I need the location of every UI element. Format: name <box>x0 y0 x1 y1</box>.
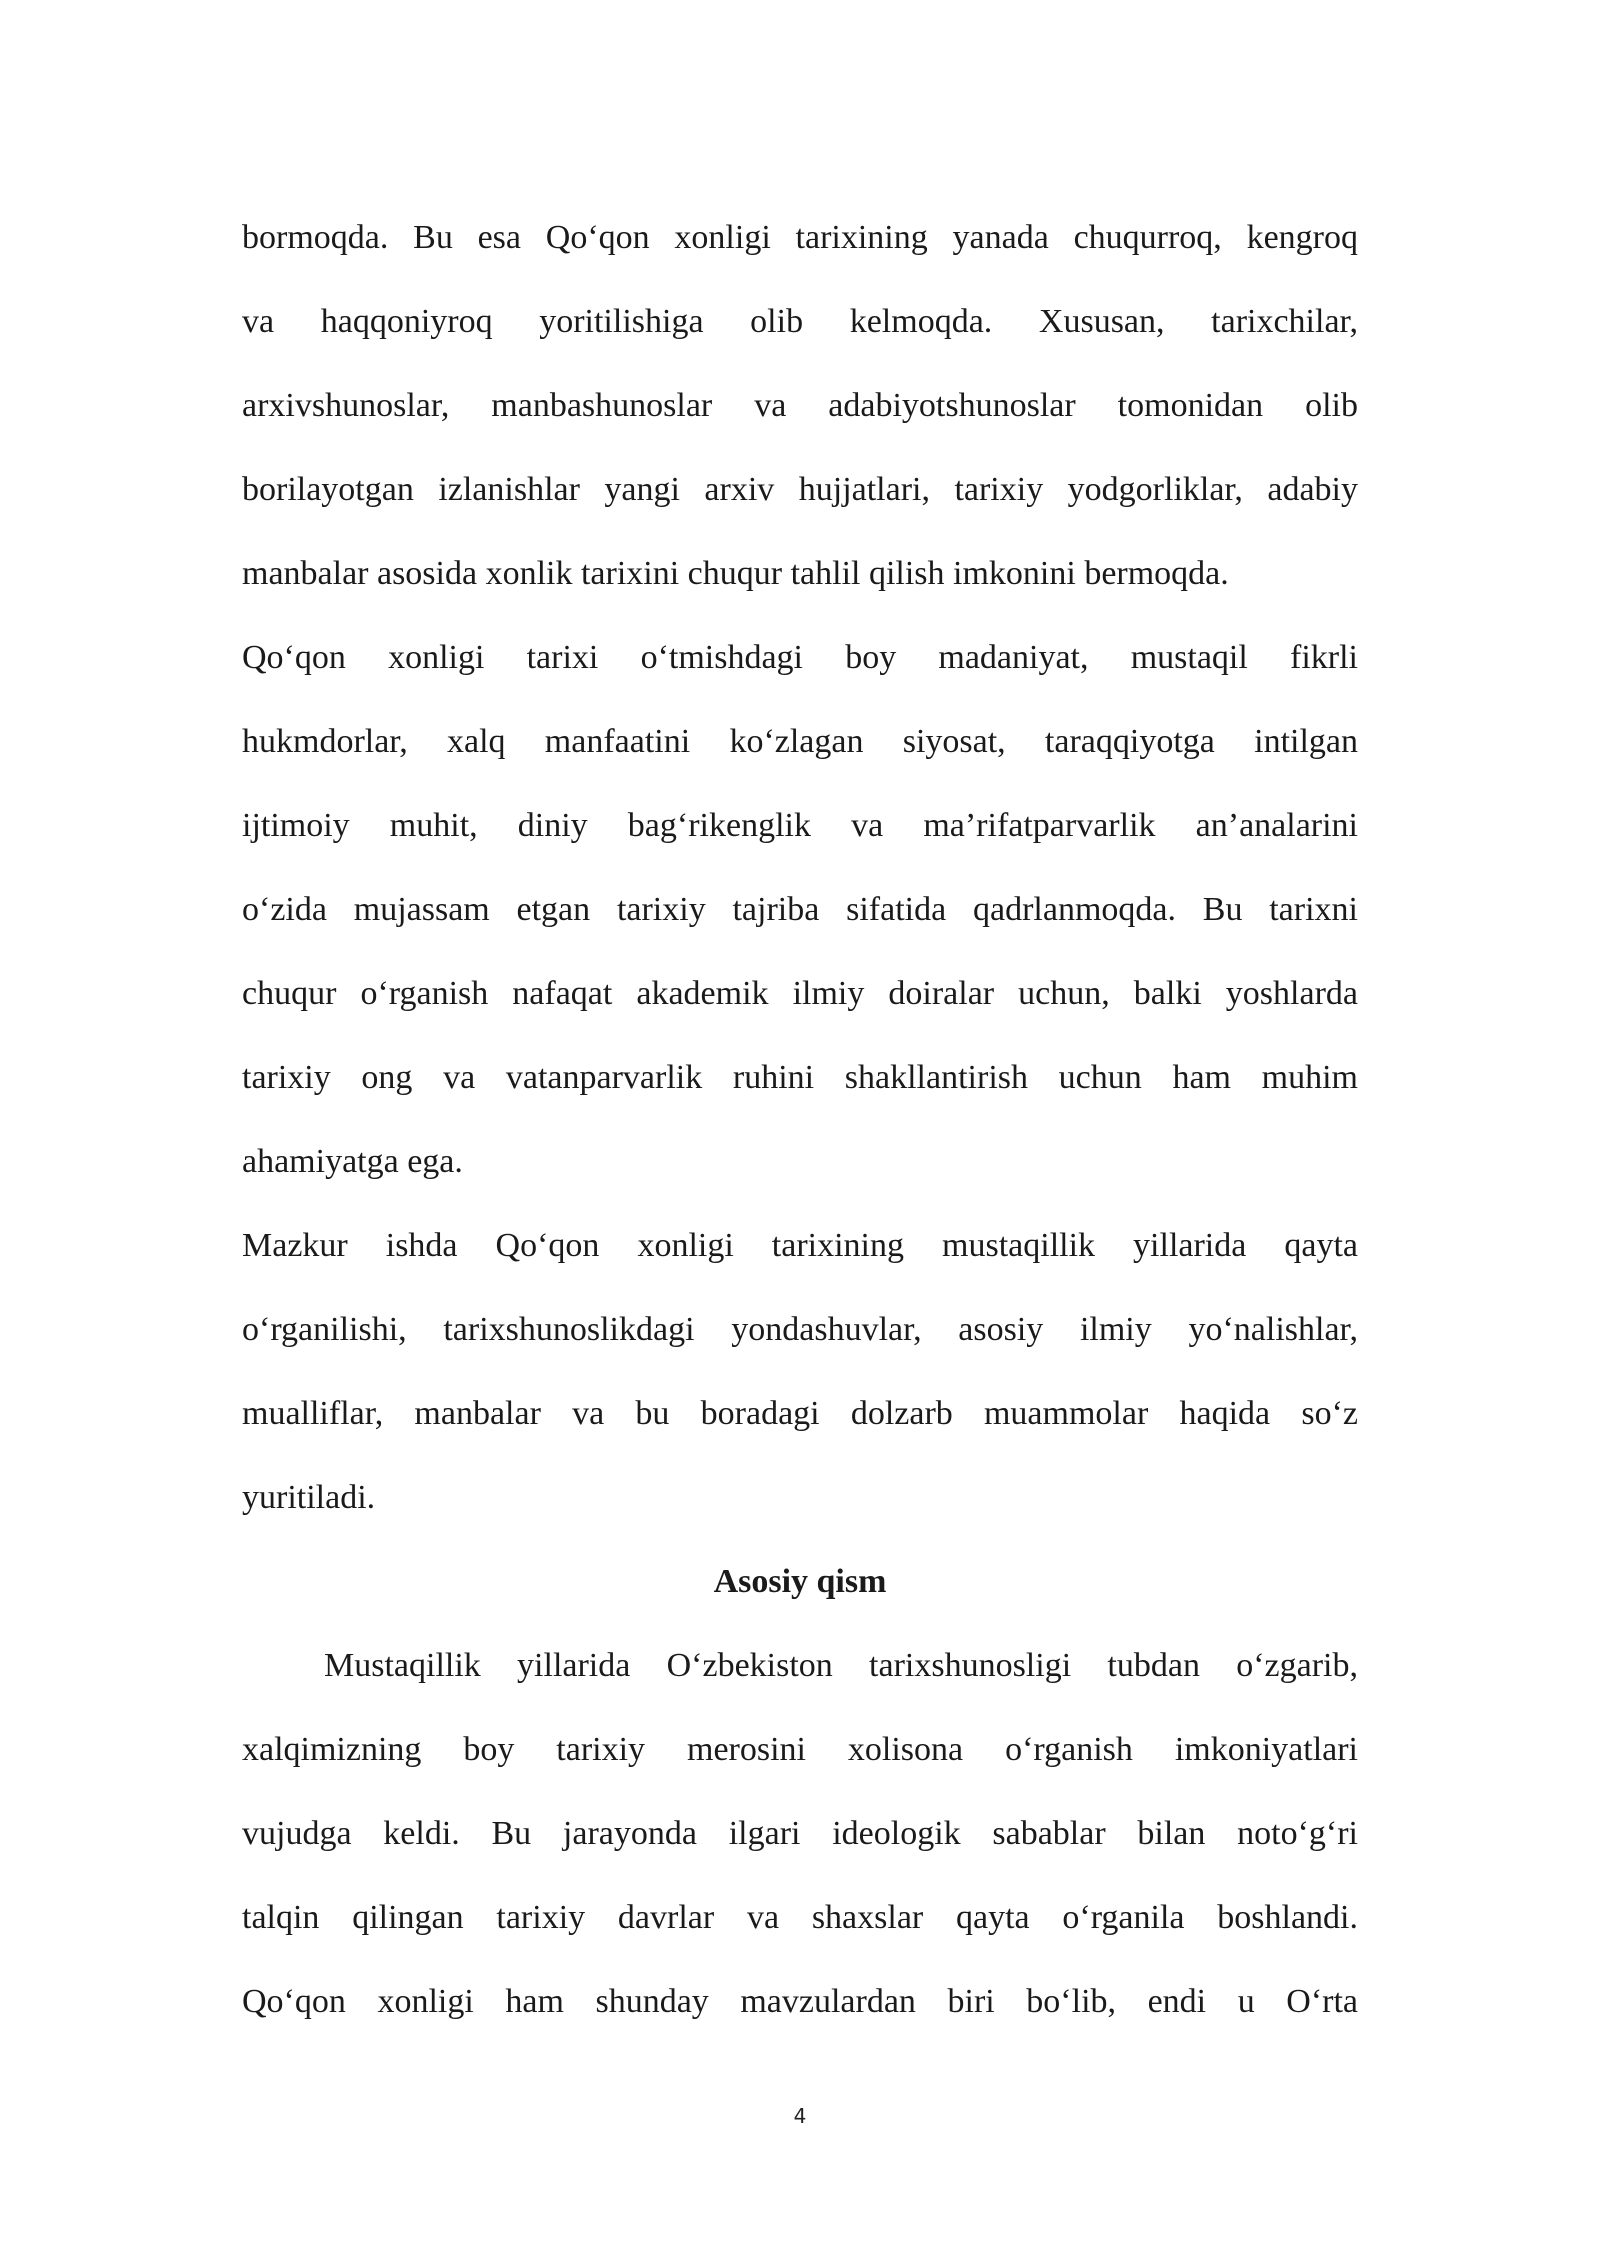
paragraph-2-line: Qo‘qon xonligi tarixi o‘tmishdagi boy madaniyat, mustaqil fikrli <box>242 639 1358 676</box>
paragraph-2-line: o‘zida mujassam etgan tarixiy tajriba sifatida qadrlanmoqda. Bu tarixni <box>242 891 1358 928</box>
paragraph-2-line: hukmdorlar, xalq manfaatini ko‘zlagan siyosat, taraqqiyotga intilgan <box>242 723 1358 760</box>
paragraph-2-last-line: ahamiyatga ega. <box>242 1143 463 1180</box>
document-body <box>242 208 1358 2056</box>
page-number: 4 <box>793 2104 807 2128</box>
paragraph-4-first-line: Mustaqillik yillarida O‘zbekiston tarixshunosligi tubdan o‘zgarib, <box>324 1647 1358 1684</box>
paragraph-3-line: Mazkur ishda Qo‘qon xonligi tarixining mustaqillik yillarida qayta <box>242 1227 1358 1264</box>
paragraph-2-line: ijtimoiy muhit, diniy bag‘rikenglik va ma’rifatparvarlik an’analarini <box>242 807 1358 844</box>
paragraph-1-line: arxivshunoslar, manbashunoslar va adabiyotshunoslar tomonidan olib <box>242 387 1358 424</box>
paragraph-3-line: o‘rganilishi, tarixshunoslikdagi yondashuvlar, asosiy ilmiy yo‘nalishlar, <box>242 1311 1358 1348</box>
paragraph-4-line: vujudga keldi. Bu jarayonda ilgari ideologik sabablar bilan noto‘g‘ri <box>242 1815 1358 1852</box>
paragraph-3-line: mualliflar, manbalar va bu boradagi dolzarb muammolar haqida so‘z <box>242 1395 1358 1432</box>
paragraph-2-line: chuqur o‘rganish nafaqat akademik ilmiy doiralar uchun, balki yoshlarda <box>242 975 1358 1012</box>
paragraph-4-line: Qo‘qon xonligi ham shunday mavzulardan biri bo‘lib, endi u O‘rta <box>242 1983 1358 2020</box>
paragraph-1-last-line: manbalar asosida xonlik tarixini chuqur tahlil qilish imkonini bermoqda. <box>242 555 1229 592</box>
paragraph-1-line: va haqqoniyroq yoritilishiga olib kelmoqda. Xususan, tarixchilar, <box>242 303 1358 340</box>
paragraph-4-line: xalqimizning boy tarixiy merosini xolisona o‘rganish imkoniyatlari <box>242 1731 1358 1768</box>
paragraph-1-line: borilayotgan izlanishlar yangi arxiv hujjatlari, tarixiy yodgorliklar, adabiy <box>242 471 1358 508</box>
section-heading: Asosiy qism <box>713 1563 887 1600</box>
paragraph-3-last-line: yuritiladi. <box>242 1479 376 1516</box>
paragraph-2-line: tarixiy ong va vatanparvarlik ruhini shakllantirish uchun ham muhim <box>242 1059 1358 1096</box>
paragraph-4-line: talqin qilingan tarixiy davrlar va shaxslar qayta o‘rganila boshlandi. <box>242 1899 1358 1936</box>
paragraph-1-line: bormoqda. Bu esa Qo‘qon xonligi tarixining yanada chuqurroq, kengroq <box>242 219 1358 256</box>
